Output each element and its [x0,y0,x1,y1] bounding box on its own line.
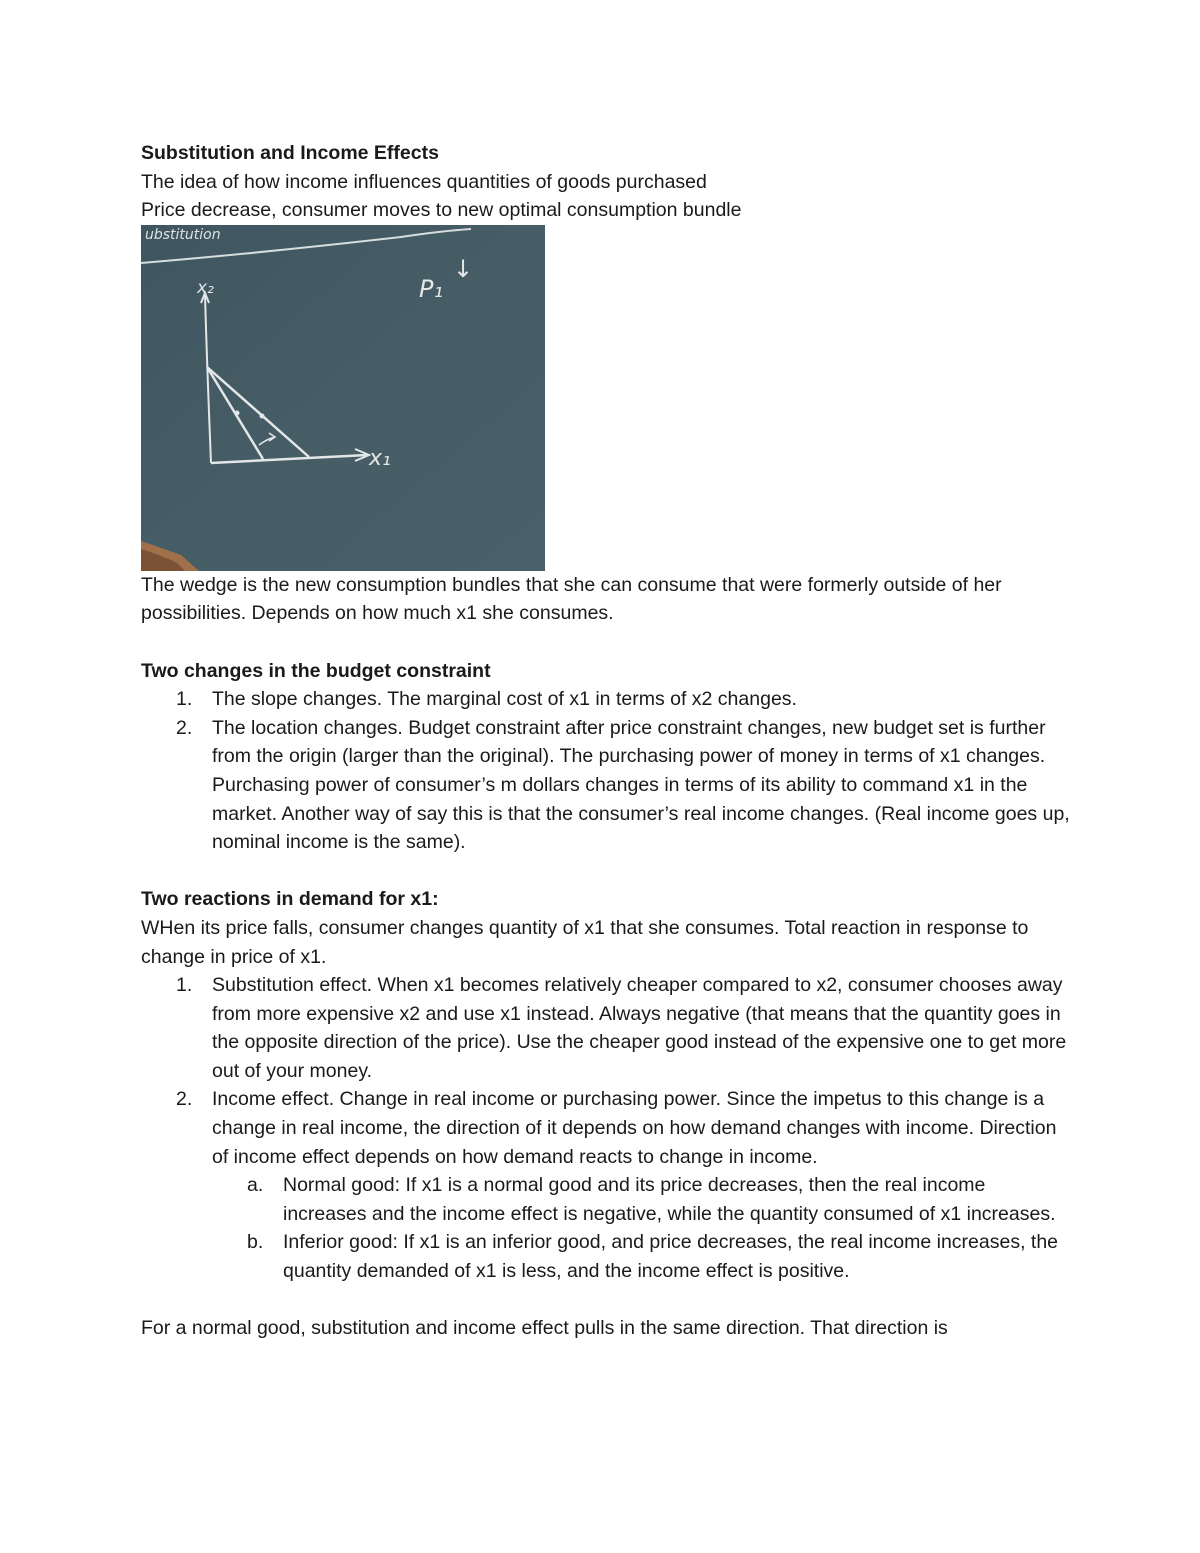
list-marker: a. [247,1174,264,1197]
list-item [141,714,1071,857]
board-background [141,225,545,571]
document-page [141,139,1071,1343]
bundle-point [260,413,265,418]
x1-axis-label: x₁ [369,445,391,471]
down-arrow-icon: ↓ [453,254,474,283]
bundle-point [235,410,240,415]
list-marker: 1. [176,688,193,711]
board-heading-text: ubstitution [145,226,221,243]
x2-axis-label: x₂ [197,277,214,298]
list-item-text: The location changes. Budget constraint after price constraint changes, new budget set is further from the origin (larger than the original). The purchasing power of money in terms of x1 changes. Purchasing power of consumer’s m dollars changes in terms of its ability to command x1 in the market. Another way of say this is that the consumer’s real income changes. (Real income goes up, nominal income is the same). [212,716,1070,854]
intro-line-2: Price decrease, consumer moves to new optimal consumption bundle [141,199,742,222]
sublist-item [212,1171,1071,1228]
budget-changes-list [141,685,1071,857]
sublist-item-text: Normal good: If x1 is a normal good and its price decreases, then the real income increases and the income effect is negative, while the quantity consumed of x1 increases. [283,1174,1056,1225]
sublist-item-text: Inferior good: If x1 is an inferior good, and price decreases, the real income increases, the quantity demanded of x1 is less, and the income effect is positive. [283,1231,1059,1283]
list-marker: 2. [176,1088,193,1111]
wedge-paragraph: The wedge is the new consumption bundles that she can consume that were formerly outside of her possibilities. Depends on how much x1 she consumes. [141,573,1002,625]
page-title: Substitution and Income Effects [141,142,439,164]
list-marker: b. [247,1231,264,1254]
list-marker: 2. [176,716,193,739]
list-item-text: Substitution effect. When x1 becomes relatively cheaper compared to x2, consumer chooses away from more expensive x2 and use x1 instead. Always negative (that means that the quantity goes in the opposite direction of the price). Use the cheaper good instead of the expensive one to get more out of your money. [212,974,1067,1082]
closing-paragraph: For a normal good, substitution and income effect pulls in the same direction. That direction is [141,1317,948,1340]
chalkboard-photo [141,225,545,571]
list-item [141,685,1071,714]
section-heading-budget: Two changes in the budget constraint [141,659,491,682]
sublist-item [212,1228,1071,1285]
list-item [141,971,1071,1085]
income-effect-sublist [212,1171,1071,1285]
demand-intro: WHen its price falls, consumer changes quantity of x1 that she consumes. Total reaction in response to change in price of x1. [141,916,1029,968]
list-item-text: Income effect. Change in real income or purchasing power. Since the impetus to this change is a change in real income, the direction of it depends on how demand changes with income. Direction of income effect depends on how demand reacts to change in income. [212,1088,1057,1168]
price-label: P₁ [419,274,444,303]
demand-reactions-list [141,971,1071,1286]
list-marker: 1. [176,974,193,997]
section-heading-demand: Two reactions in demand for x1: [141,888,439,911]
list-item [141,1085,1071,1285]
list-item-text: The slope changes. The marginal cost of x1 in terms of x2 changes. [212,688,797,711]
intro-line-1: The idea of how income influences quantities of goods purchased [141,170,707,193]
